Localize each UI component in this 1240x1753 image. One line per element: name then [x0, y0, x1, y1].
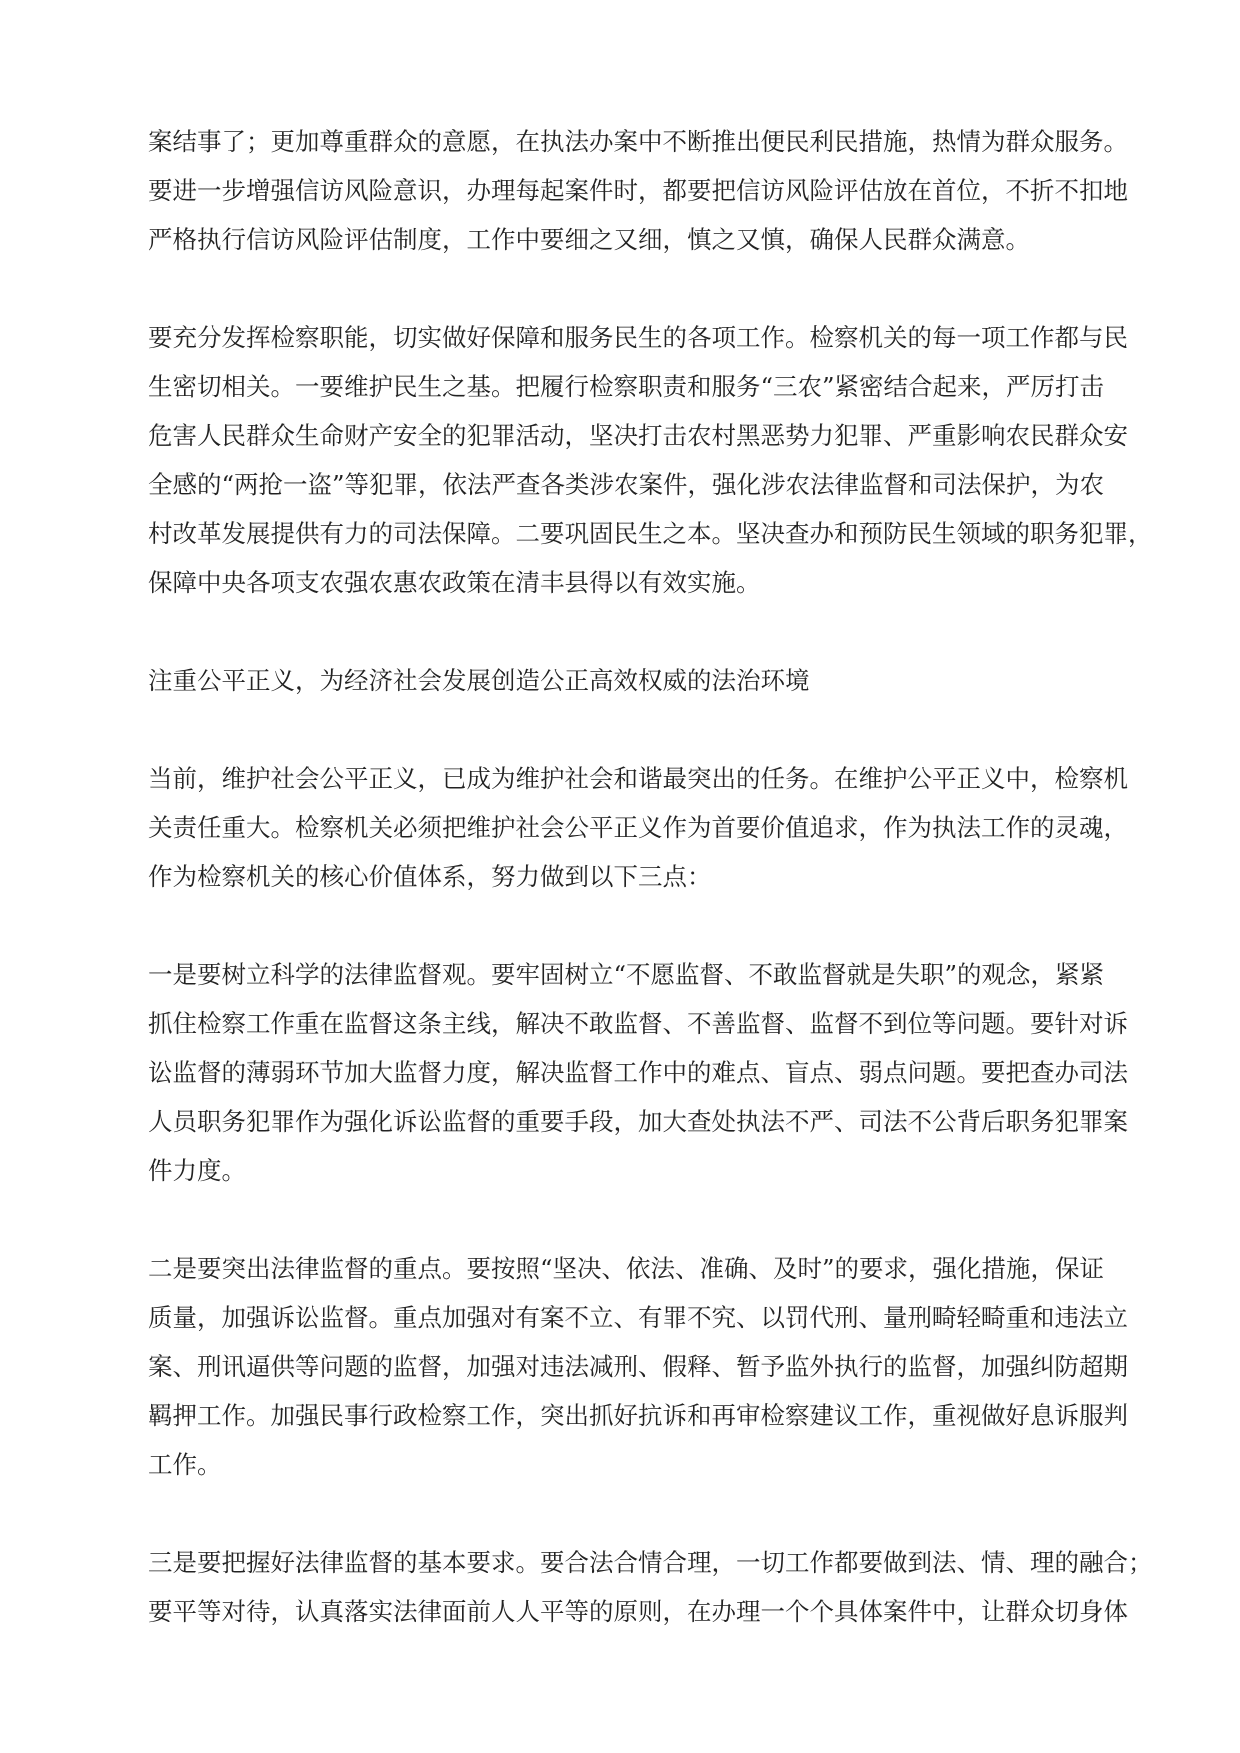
- text-line: 注重公平正义，为经济社会发展创造公正高效权威的法治环境: [148, 666, 810, 695]
- paragraph-5: [148, 1244, 1128, 1489]
- text-line: 工作。: [148, 1450, 222, 1479]
- document-body: [148, 117, 1153, 1685]
- text-line: 作为检察机关的核心价值体系，努力做到以下三点：: [148, 862, 712, 891]
- text-line: 讼监督的薄弱环节加大监督力度，解决监督工作中的难点、盲点、弱点问题。要把查办司法: [148, 1058, 1128, 1087]
- text-line: 抓住检察工作重在监督这条主线，解决不敢监督、不善监督、监督不到位等问题。要针对诉: [148, 1009, 1128, 1038]
- text-line: 要进一步增强信访风险意识，办理每起案件时，都要把信访风险评估放在首位，不折不扣地: [148, 176, 1128, 205]
- text-line: 案结事了；更加尊重群众的意愿，在执法办案中不断推出便民利民措施，热情为群众服务。: [148, 127, 1128, 156]
- text-line: 件力度。: [148, 1156, 246, 1185]
- text-line: 二是要突出法律监督的重点。要按照“坚决、依法、准确、及时”的要求，强化措施，保证: [148, 1254, 1105, 1283]
- paragraph-6: [148, 1538, 1153, 1636]
- paragraph-1: [148, 117, 1128, 264]
- paragraph-2: [148, 313, 1153, 607]
- section-heading: [148, 656, 1128, 705]
- paragraph-3: [148, 754, 1128, 901]
- text-line: 保障中央各项支农强农惠农政策在清丰县得以有效实施。: [148, 568, 761, 597]
- text-line: 关责任重大。检察机关必须把维护社会公平正义作为首要价值追求，作为执法工作的灵魂，: [148, 813, 1128, 842]
- text-line: 案、刑讯逼供等问题的监督，加强对违法减刑、假释、暂予监外执行的监督，加强纠防超期: [148, 1352, 1128, 1381]
- text-line: 生密切相关。一要维护民生之基。把履行检察职责和服务“三农”紧密结合起来，严厉打击: [148, 372, 1105, 401]
- paragraph-4: [148, 950, 1128, 1195]
- text-line: 严格执行信访风险评估制度，工作中要细之又细，慎之又慎，确保人民群众满意。: [148, 225, 1030, 254]
- text-line: 一是要树立科学的法律监督观。要牢固树立“不愿监督、不敢监督就是失职”的观念，紧紧: [148, 960, 1105, 989]
- text-line: 羁押工作。加强民事行政检察工作，突出抓好抗诉和再审检察建议工作，重视做好息诉服判: [148, 1401, 1128, 1430]
- text-line: 危害人民群众生命财产安全的犯罪活动，坚决打击农村黑恶势力犯罪、严重影响农民群众安: [148, 421, 1128, 450]
- text-line: 要平等对待，认真落实法律面前人人平等的原则，在办理一个个具体案件中，让群众切身体: [148, 1597, 1128, 1626]
- text-line: 三是要把握好法律监督的基本要求。要合法合情合理，一切工作都要做到法、情、理的融合；: [148, 1548, 1153, 1577]
- text-line: 村改革发展提供有力的司法保障。二要巩固民生之本。坚决查办和预防民生领域的职务犯罪，: [148, 519, 1153, 548]
- text-line: 质量，加强诉讼监督。重点加强对有案不立、有罪不究、以罚代刑、量刑畸轻畸重和违法立: [148, 1303, 1128, 1332]
- text-line: 要充分发挥检察职能，切实做好保障和服务民生的各项工作。检察机关的每一项工作都与民: [148, 323, 1128, 352]
- text-line: 当前，维护社会公平正义，已成为维护社会和谐最突出的任务。在维护公平正义中，检察机: [148, 764, 1128, 793]
- text-line: 全感的“两抢一盗”等犯罪，依法严查各类涉农案件，强化涉农法律监督和司法保护，为农: [148, 470, 1105, 499]
- text-line: 人员职务犯罪作为强化诉讼监督的重要手段，加大查处执法不严、司法不公背后职务犯罪案: [148, 1107, 1128, 1136]
